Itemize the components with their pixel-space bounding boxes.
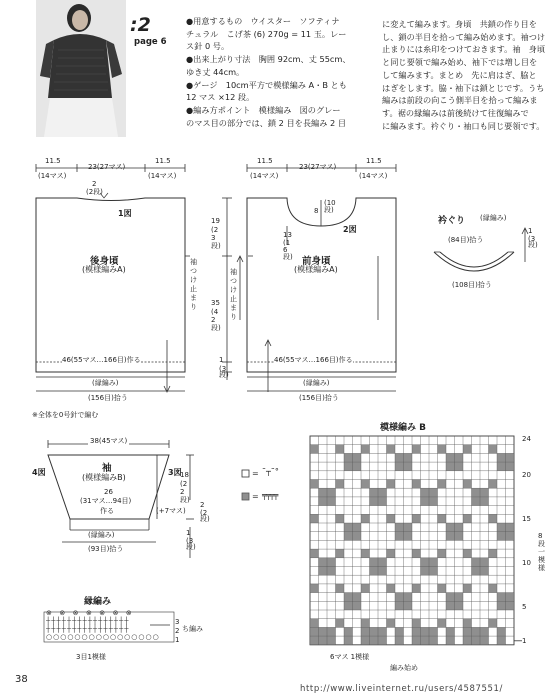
intro-line: に変えて編みます。身頃 共鎖の作り目を	[382, 19, 537, 29]
back-title: 後身頃	[90, 256, 119, 267]
page-ref: page 6	[134, 37, 167, 47]
sleeve-width-sub: (31マス…94目)	[80, 497, 132, 505]
intro-line: チュラル こげ茶 (6) 270g = 11 玉。レー	[186, 28, 347, 39]
edging-row-3: 3	[175, 618, 180, 626]
sleeve-h18-sub: (22段)	[180, 480, 190, 504]
sleeve-width: 26	[104, 488, 113, 496]
edging-repeat: 3目1模様	[76, 653, 106, 661]
general-note: ※全体を0号針で編む	[32, 411, 99, 419]
sleeve-h2: 2	[200, 501, 205, 509]
intro-line: ●用意するもの ウイスター ソフティナ	[186, 16, 340, 26]
front-dim-top-right-sub: (14マス)	[359, 172, 388, 180]
front-title: 前身頃	[302, 256, 331, 267]
intro-line: と同じ要領で編み始め、袖下では増し目を	[382, 57, 538, 68]
intro-line: ●ゲージ 10cm平方で模様編み A・B とも	[186, 79, 347, 90]
row-label-1: 1	[522, 637, 527, 645]
intro-line: ゆき丈 44cm。	[186, 66, 245, 77]
row-label-20: 20	[522, 471, 531, 479]
intro-line: し、鎖の半目を拾って編み始めます。袖つけ	[382, 31, 546, 42]
source-url: http://www.liveinternet.ru/users/4587551/	[300, 684, 504, 694]
row-label-10: 10	[522, 559, 531, 567]
front-width-label: 46(55マス…166目)作る	[274, 356, 353, 364]
front-dim-top-left: 11.5	[257, 157, 273, 165]
front-dim-top-mid: 23(27マス)	[299, 163, 337, 171]
chain-stitch-symbol: ˜┬˜°	[262, 467, 279, 476]
dim-35-sub: (42段)	[211, 308, 221, 332]
sleeve-title: 袖	[102, 463, 112, 474]
front-neck-8: 8	[314, 207, 319, 215]
back-dim-top-mid: 23(27マス)	[88, 163, 126, 171]
intro-line: して編みます。まとめ 先に肩はぎ、脇と	[382, 69, 537, 80]
back-pattern: (模様編みA)	[82, 265, 126, 274]
row-label-5: 5	[522, 603, 527, 611]
pattern-b-start: 編み始め	[390, 664, 418, 672]
dim-19-sub: (23段)	[211, 226, 221, 250]
back-pickup-label: (156目)拾う	[88, 394, 128, 402]
intro-line: 編みは前段の向こう側半目を拾って編みま	[382, 95, 538, 106]
sleeve-width-sub2: 作る	[100, 507, 114, 515]
front-neck-13-sub: (16段)	[283, 239, 293, 261]
intro-line: ●出来上がり寸法 胸囲 92cm、丈 55cm、	[186, 54, 351, 65]
front-pattern: (模様編みA)	[294, 265, 338, 274]
back-sleeve-mark: 袖つけ止まり	[190, 258, 197, 311]
sleeve-h1: 1	[186, 529, 191, 537]
intro-line: はぎをします。脇・袖下は鎖とじです。うち	[382, 82, 545, 93]
sleeve-border: (縁編み)	[88, 531, 115, 539]
sleeve-inc: (+7マス)	[156, 507, 186, 515]
back-neck-drop-unit: (2段)	[86, 188, 103, 196]
front-border-label: (縁編み)	[303, 379, 330, 387]
back-dim-top-left: 11.5	[45, 157, 61, 165]
page-number: 38	[15, 674, 28, 685]
sleeve-h18: 18	[180, 471, 189, 479]
edging-edge-label: ち編み	[182, 625, 203, 633]
front-dim-top-right: 11.5	[366, 157, 382, 165]
intro-line: ●編み方ポイント 模様編み 図のグレー	[186, 104, 341, 115]
intro-line: す。裾の縁編みは前後続けて往復編みで	[382, 107, 529, 118]
intro-line: 止まりには糸印をつけておきます。袖 身頃	[382, 44, 546, 55]
edging-row-2: 2	[175, 627, 180, 635]
dim-19: 19	[211, 217, 220, 225]
collar-title: 衿ぐり	[438, 216, 466, 226]
model-number: :2	[130, 14, 151, 36]
edging-row-1: 1	[175, 636, 180, 644]
front-fig-label: 2図	[343, 225, 357, 234]
collar-rows: 1	[528, 227, 533, 235]
front-sleeve-mark: 袖つけ止まり	[230, 268, 237, 321]
dim-1: 1	[219, 356, 224, 364]
dim-1-sub: (3段)	[219, 365, 229, 379]
intro-line: のマス目の部分では、鎖 2 目を長編み 2 目	[186, 117, 347, 128]
back-neck-drop: 2	[92, 180, 97, 188]
intro-line: に編みます。衿ぐり・袖口も同じ要領です。	[382, 120, 545, 131]
sleeve-h2-sub: (2段)	[200, 509, 210, 523]
back-dim-top-right-sub: (14マス)	[148, 172, 177, 180]
intro-line: 12 マス ×12 段。	[186, 92, 255, 103]
front-neck-10: (10段)	[324, 199, 336, 214]
back-fig-label: 1図	[118, 209, 132, 218]
legend-eq-1: =	[252, 469, 259, 478]
collar-pick-top: (84目)拾う	[448, 236, 484, 244]
edging-chart: ⊗ ⊗ ⊗ ⊗ ⊗ ⊗ ⊗ ┼┼┼┼┼┼┼┼┼┼┼┼┼┼┼┼ ┼┼┼┼┼┼┼┼┼┼┼┼┼┼┼┼ ○○○○○○○○○○○○○○○○	[46, 609, 160, 641]
sleeve-pattern: (模様編みB)	[82, 473, 126, 482]
pattern-b-title: 模様編み B	[380, 423, 426, 433]
intro-line: ス針 0 号。	[186, 41, 230, 52]
row-label-15: 15	[522, 515, 531, 523]
dim-35: 35	[211, 299, 220, 307]
back-width-label: 46(55マス…166目)作る	[62, 356, 141, 364]
sleeve-fig-left: 4図	[32, 468, 46, 477]
pattern-chart-grid	[310, 436, 522, 645]
front-dim-top-left-sub: (14マス)	[250, 172, 279, 180]
edging-title: 縁編み	[84, 597, 112, 607]
collar-rows-sub: (3段)	[528, 235, 538, 249]
double-crochet-symbol: ╤╤╤╤	[262, 491, 278, 500]
sleeve-h1-sub: (3段)	[186, 537, 196, 551]
sleeve-top-dim: 38(45マス)	[90, 437, 128, 445]
back-dim-top-left-sub: (14マス)	[38, 172, 67, 180]
front-neck-13: 13	[283, 231, 292, 239]
front-pickup-label: (156目)拾う	[299, 394, 339, 402]
back-border-label: (縁編み)	[92, 379, 119, 387]
legend-eq-2: =	[252, 492, 259, 501]
sleeve-pickup: (93目)拾う	[88, 545, 124, 553]
collar-pattern: (縁編み)	[480, 214, 507, 222]
back-dim-top-right: 11.5	[155, 157, 171, 165]
pattern-b-side: 8段一模様	[538, 532, 545, 572]
pattern-b-repeat: 6マス 1模様	[330, 653, 370, 661]
row-label-24: 24	[522, 435, 531, 443]
collar-pick-bottom: (108目)拾う	[452, 281, 492, 289]
sleeve-fig-right: 3図	[168, 468, 182, 477]
